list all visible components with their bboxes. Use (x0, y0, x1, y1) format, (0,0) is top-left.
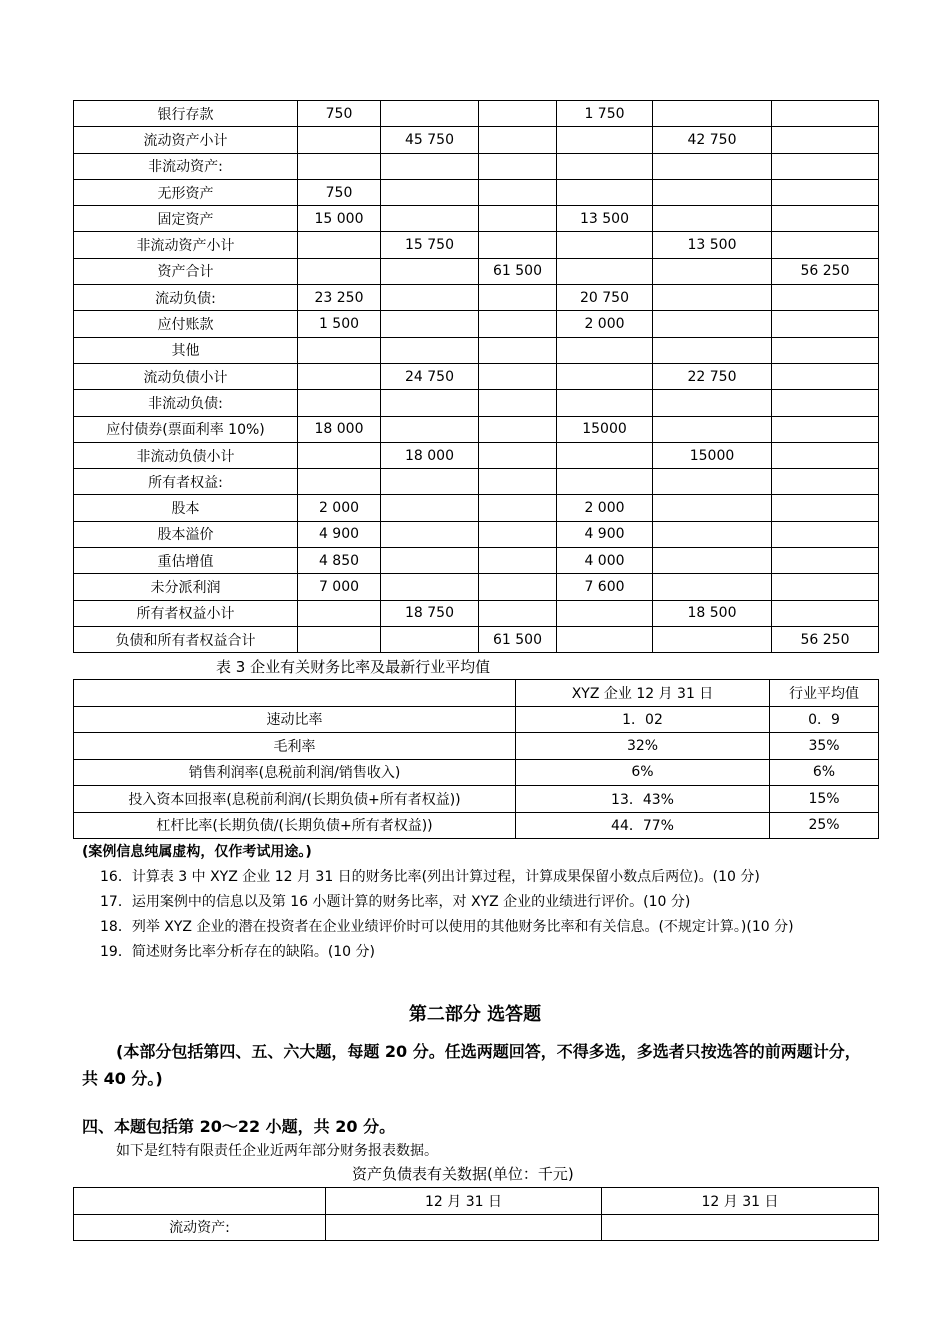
value-cell (653, 258, 772, 284)
table-row (74, 206, 879, 232)
row-label-cell: 未分派利润 (74, 574, 298, 600)
table-row (74, 574, 879, 600)
value-cell: 18 000 (381, 442, 479, 468)
value-cell (381, 311, 479, 337)
header-cell: XYZ 企业 12 月 31 日 (516, 680, 770, 707)
value-cell (298, 258, 381, 284)
table-row (74, 232, 879, 258)
row-label-cell: 所有者权益: (74, 469, 298, 495)
value-cell: 18 750 (381, 600, 479, 626)
value-cell (381, 153, 479, 179)
value-cell: 44．77% (516, 812, 770, 839)
value-cell: 23 250 (298, 285, 381, 311)
table-row (74, 600, 879, 626)
value-cell (772, 442, 879, 468)
value-cell: 56 250 (772, 258, 879, 284)
value-cell: 2 000 (557, 495, 653, 521)
table-row (74, 469, 879, 495)
value-cell (557, 127, 653, 153)
row-label-cell: 其他 (74, 337, 298, 363)
value-cell: 18 000 (298, 416, 381, 442)
value-cell (479, 337, 557, 363)
row-label-cell: 非流动资产小计 (74, 232, 298, 258)
table-row (74, 101, 879, 127)
value-cell (557, 469, 653, 495)
table-row (74, 390, 879, 416)
value-cell: 15000 (653, 442, 772, 468)
value-cell (653, 626, 772, 652)
case-note: (案例信息纯属虚构，仅作考试用途。) (82, 844, 312, 860)
value-cell (298, 469, 381, 495)
table-header-row (74, 1188, 879, 1215)
value-cell (479, 285, 557, 311)
header-cell: 12 月 31 日 (326, 1188, 602, 1215)
value-cell (381, 101, 479, 127)
row-label-cell: 固定资产 (74, 206, 298, 232)
value-cell (653, 521, 772, 547)
header-cell: 12 月 31 日 (602, 1188, 879, 1215)
value-cell (653, 153, 772, 179)
row-label-cell: 无形资产 (74, 179, 298, 205)
value-cell (772, 416, 879, 442)
table-row (74, 153, 879, 179)
value-cell: 13．43% (516, 786, 770, 813)
row-label-cell: 流动资产: (74, 1214, 326, 1241)
section-4-heading: 四、本题包括第 20～22 小题，共 20 分。 (82, 1117, 396, 1136)
value-cell (602, 1214, 879, 1241)
value-cell (557, 600, 653, 626)
value-cell: 61 500 (479, 258, 557, 284)
value-cell: 15% (770, 786, 879, 813)
value-cell (381, 179, 479, 205)
value-cell (479, 574, 557, 600)
row-label-cell: 流动负债: (74, 285, 298, 311)
value-cell: 13 500 (557, 206, 653, 232)
row-label-cell: 杠杆比率(长期负债/(长期负债+所有者权益)) (74, 812, 516, 839)
value-cell (479, 179, 557, 205)
table-row (74, 495, 879, 521)
row-label-cell: 非流动负债小计 (74, 442, 298, 468)
value-cell (298, 232, 381, 258)
value-cell: 0．9 (770, 706, 879, 733)
value-cell: 7 600 (557, 574, 653, 600)
value-cell (772, 101, 879, 127)
question-18: 18．列举 XYZ 企业的潜在投资者在企业业绩评价时可以使用的其他财务比率和有关信息。(不规定计算。)(10 分) (100, 919, 794, 935)
value-cell (479, 232, 557, 258)
value-cell: 45 750 (381, 127, 479, 153)
value-cell (557, 232, 653, 258)
value-cell: 18 500 (653, 600, 772, 626)
section-4-description: 如下是红特有限责任企业近两年部分财务报表数据。 (116, 1143, 438, 1159)
value-cell (479, 442, 557, 468)
value-cell (381, 469, 479, 495)
value-cell (653, 416, 772, 442)
value-cell (772, 363, 879, 389)
balance-sheet-table (73, 100, 879, 653)
value-cell (653, 495, 772, 521)
value-cell (772, 521, 879, 547)
header-cell: 行业平均值 (770, 680, 879, 707)
table-row (74, 363, 879, 389)
value-cell: 1 500 (298, 311, 381, 337)
part2-intro: (本部分包括第四、五、六大题，每题 20 分。任选两题回答，不得多选，多选者只按选答的前两题计分，共 40 分。) (82, 1042, 861, 1088)
table-row (74, 706, 879, 733)
value-cell (479, 363, 557, 389)
table-row (74, 127, 879, 153)
table-row (74, 626, 879, 652)
value-cell (298, 600, 381, 626)
table-row (74, 786, 879, 813)
value-cell: 750 (298, 101, 381, 127)
value-cell (772, 548, 879, 574)
table-row (74, 759, 879, 786)
value-cell: 2 000 (557, 311, 653, 337)
value-cell (772, 574, 879, 600)
value-cell (479, 390, 557, 416)
value-cell: 22 750 (653, 363, 772, 389)
row-label-cell: 速动比率 (74, 706, 516, 733)
value-cell: 6% (516, 759, 770, 786)
table-row (74, 548, 879, 574)
value-cell: 32% (516, 733, 770, 760)
value-cell (479, 416, 557, 442)
value-cell: 13 500 (653, 232, 772, 258)
value-cell: 1．02 (516, 706, 770, 733)
value-cell (772, 390, 879, 416)
value-cell (381, 495, 479, 521)
value-cell (557, 390, 653, 416)
value-cell (772, 311, 879, 337)
table-row (74, 416, 879, 442)
value-cell (298, 363, 381, 389)
value-cell (653, 101, 772, 127)
ratio-table (73, 679, 879, 839)
value-cell (772, 179, 879, 205)
value-cell (653, 548, 772, 574)
row-label-cell: 毛利率 (74, 733, 516, 760)
value-cell (772, 232, 879, 258)
value-cell (479, 495, 557, 521)
value-cell (653, 206, 772, 232)
value-cell (381, 626, 479, 652)
value-cell (653, 469, 772, 495)
table-row (74, 311, 879, 337)
value-cell: 4 000 (557, 548, 653, 574)
table-row (74, 179, 879, 205)
value-cell (381, 258, 479, 284)
row-label-cell: 应付账款 (74, 311, 298, 337)
value-cell (381, 285, 479, 311)
table-row (74, 285, 879, 311)
row-label-cell: 所有者权益小计 (74, 600, 298, 626)
value-cell: 15 000 (298, 206, 381, 232)
value-cell (653, 337, 772, 363)
value-cell: 20 750 (557, 285, 653, 311)
table-row (74, 1214, 879, 1241)
value-cell (381, 390, 479, 416)
row-label-cell: 投入资本回报率(息税前利润/(长期负债+所有者权益)) (74, 786, 516, 813)
value-cell: 25% (770, 812, 879, 839)
value-cell (557, 179, 653, 205)
value-cell (772, 285, 879, 311)
part2-title: 第二部分 选答题 (408, 1004, 542, 1025)
value-cell: 4 900 (557, 521, 653, 547)
value-cell (298, 390, 381, 416)
value-cell (772, 469, 879, 495)
value-cell (772, 337, 879, 363)
value-cell (479, 206, 557, 232)
value-cell (479, 153, 557, 179)
row-label-cell: 流动资产小计 (74, 127, 298, 153)
value-cell (479, 469, 557, 495)
value-cell (772, 206, 879, 232)
redte-balance-table (73, 1187, 879, 1241)
value-cell (772, 153, 879, 179)
table-row (74, 337, 879, 363)
question-16: 16．计算表 3 中 XYZ 企业 12 月 31 日的财务比率(列出计算过程，计算成果保留小数点后两位)。(10 分) (100, 869, 760, 885)
value-cell (557, 626, 653, 652)
row-label-cell: 重估增值 (74, 548, 298, 574)
table-row (74, 442, 879, 468)
table-row (74, 733, 879, 760)
value-cell: 15 750 (381, 232, 479, 258)
balance-data-caption: 资产负债表有关数据(单位：千元) (352, 1165, 574, 1183)
table-row (74, 812, 879, 839)
value-cell: 7 000 (298, 574, 381, 600)
value-cell (557, 153, 653, 179)
value-cell: 15000 (557, 416, 653, 442)
value-cell (298, 442, 381, 468)
value-cell (653, 574, 772, 600)
value-cell (479, 311, 557, 337)
value-cell (381, 548, 479, 574)
value-cell: 6% (770, 759, 879, 786)
value-cell (557, 442, 653, 468)
ratio-table-caption: 表 3 企业有关财务比率及最新行业平均值 (216, 658, 491, 676)
question-19: 19．简述财务比率分析存在的缺陷。(10 分) (100, 944, 376, 960)
row-label-cell: 销售利润率(息税前利润/销售收入) (74, 759, 516, 786)
header-cell (74, 1188, 326, 1215)
value-cell: 4 850 (298, 548, 381, 574)
value-cell (653, 285, 772, 311)
value-cell: 56 250 (772, 626, 879, 652)
row-label-cell: 流动负债小计 (74, 363, 298, 389)
value-cell (479, 101, 557, 127)
value-cell (479, 548, 557, 574)
table-row (74, 258, 879, 284)
value-cell (479, 600, 557, 626)
row-label-cell: 负债和所有者权益合计 (74, 626, 298, 652)
value-cell: 61 500 (479, 626, 557, 652)
value-cell (557, 258, 653, 284)
value-cell (772, 600, 879, 626)
row-label-cell: 银行存款 (74, 101, 298, 127)
value-cell (298, 153, 381, 179)
value-cell (298, 337, 381, 363)
value-cell: 2 000 (298, 495, 381, 521)
value-cell: 750 (298, 179, 381, 205)
value-cell (479, 521, 557, 547)
value-cell (381, 574, 479, 600)
value-cell: 1 750 (557, 101, 653, 127)
row-label-cell: 应付债券(票面利率 10%) (74, 416, 298, 442)
value-cell (326, 1214, 602, 1241)
value-cell (381, 521, 479, 547)
value-cell (772, 495, 879, 521)
row-label-cell: 资产合计 (74, 258, 298, 284)
row-label-cell: 非流动负债: (74, 390, 298, 416)
row-label-cell: 股本 (74, 495, 298, 521)
table-row (74, 521, 879, 547)
value-cell: 42 750 (653, 127, 772, 153)
row-label-cell: 非流动资产: (74, 153, 298, 179)
header-cell (74, 680, 516, 707)
value-cell (479, 127, 557, 153)
value-cell (772, 127, 879, 153)
row-label-cell: 股本溢价 (74, 521, 298, 547)
question-17: 17．运用案例中的信息以及第 16 小题计算的财务比率，对 XYZ 企业的业绩进行评价。(10 分) (100, 894, 691, 910)
value-cell (653, 311, 772, 337)
value-cell (653, 390, 772, 416)
value-cell (298, 626, 381, 652)
value-cell: 4 900 (298, 521, 381, 547)
value-cell (381, 337, 479, 363)
value-cell: 35% (770, 733, 879, 760)
value-cell (557, 337, 653, 363)
value-cell (381, 416, 479, 442)
value-cell (557, 363, 653, 389)
value-cell: 24 750 (381, 363, 479, 389)
value-cell (653, 179, 772, 205)
value-cell (381, 206, 479, 232)
value-cell (298, 127, 381, 153)
table-header-row (74, 680, 879, 707)
